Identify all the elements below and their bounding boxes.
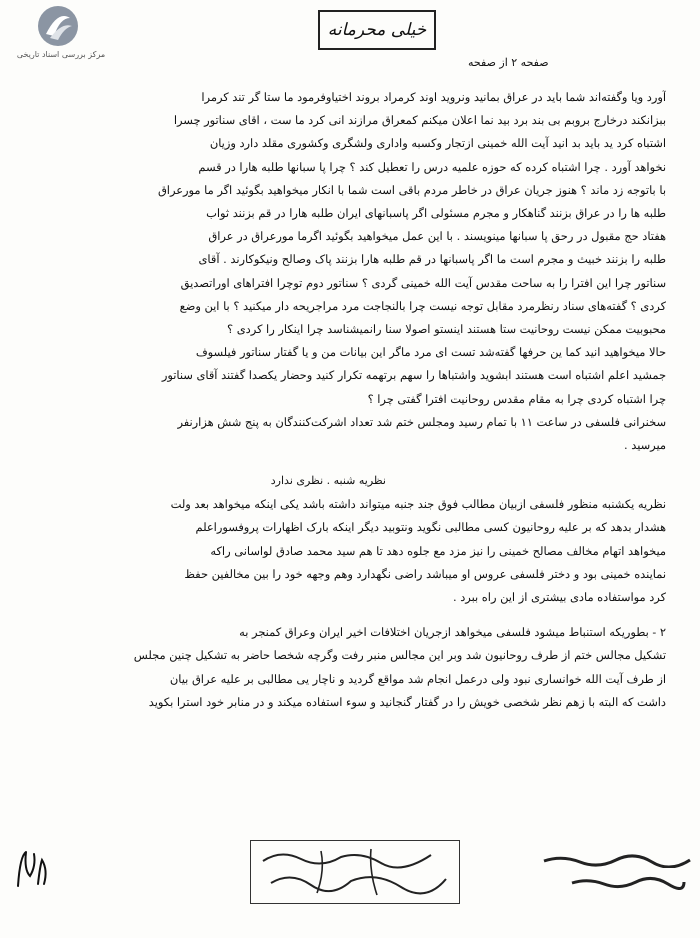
body-line: سخنرانی فلسفی در ساعت ۱۱ با تمام رسید ومجلس ختم شد تعداد اشرکت‌کنندگان به پنج شش هزارنفر <box>177 414 666 429</box>
document-body <box>30 86 666 714</box>
body-line: جمشید اعلم اشتباه است هستند ابشوید واشتباها را سهم برتهمه تکرار کنید وحضار یکصدا گفتند آقای سناتور <box>161 368 666 383</box>
handwritten-note <box>14 846 52 890</box>
body-line: طلبه را بزنند خبیث و مجرم است ما اگر پاسبانها در قم طلبه هارا بزنند پاک وصالح ونیکوکارند . آقای <box>198 252 666 267</box>
classification-stamp: خیلی محرمانه <box>318 10 436 50</box>
section-line: ۲ - بطوریکه استنباط میشود فلسفی میخواهد ازجریان اختلافات اخیر ایران وعراق کمنجر به <box>239 625 666 640</box>
section-line: تشکیل مجالس ختم از طرف روحانیون شد وبر این مجالس منبر رفت وگرچه شخصا حاضر به تشکیل چنین مجلس <box>133 648 666 663</box>
body-line: کردی ؟ گفته‌های سناد رنظرمرد مقابل توجه نیست چرا بالنجاجت مرد مراجریحه دار میکنید ؟ با این وضع <box>179 298 666 313</box>
body-line: چرا اشتباه کردی چرا به مقام مقدس روحانیت افترا گفتی چرا ؟ <box>367 391 666 406</box>
body-line: هفتاد حج مقبول در رحق پا سبانها مینویسند . با این عمل میخواهید بگوئید اگرما مورعراق در عراق <box>208 229 666 244</box>
stamp-signature-icon <box>251 841 458 902</box>
section-line: هشدار بدهد که بر علیه روحانیون کسی مطالبی نگوید ونتوبید دیگر اینکه بارک اظهارات پروفسوراعلم <box>195 520 666 535</box>
section-line: نماینده خمینی بود و دختر فلسفی عروس او میباشد راضی نگهدارد وهم وجهه خود را بین مخالفین حفظ <box>184 566 666 581</box>
body-line: طلبه ها را در عراق بزنند گناهکار و مجرم مسئولی اگر پاسبانهای ایران طلبه هارا در قم بزنند ثواب <box>206 206 666 221</box>
office-stamp <box>250 840 460 904</box>
archive-emblem-icon <box>36 4 80 48</box>
body-line: اشتباه کرد ید باید بد انید آیت الله خمینی ازتجار وکسبه واداری ولشگری وکشوری مقلد دارد وزیان <box>209 136 666 151</box>
section-line: کرد مواستفاده مادی بیشتری از این راه ببرد . <box>452 590 666 605</box>
body-line: محبوبیت ممکن نیست روحانیت ستا هستند اینستو اصولا سنا رانمیشناسد چرا اینکار را کردی ؟ <box>227 322 666 337</box>
section-title: نظریه شنبه . نظری ندارد <box>270 474 386 488</box>
section-line: میخواهد اتهام مخالف مصالح خمینی را نیز مزد مع جلوه دهد تا هم سید محمد صادق لواسانی راکه <box>210 543 666 558</box>
body-line: حالا میخواهید انید کما ین حرفها گفته‌شد تست ای مرد ماگر این بیانات من و یا گفتار سناتور فیلسوف <box>195 345 666 360</box>
section-line: داشت که البته با زهم نظر شخصی خویش را در گفتار گنجانید و سوء استفاده میکند و در منابر خود استرا بکوید <box>148 694 666 709</box>
classification-mark-icon <box>570 876 686 890</box>
body-line: نخواهد آورد . چرا اشتباه کرده که حوزه علمیه درس را تعطیل کند ؟ چرا پا سبانها طلبه هارا در قسم <box>198 159 666 174</box>
section-line: از طرف آیت الله خوانساری نبود ولی درعمل انجام شد مواقع گردید و ناچار یی مطالبی بر علیه عراق بیان <box>169 671 666 686</box>
logo-caption: مرکز بررسی اسناد تاریخی <box>16 50 106 59</box>
body-line: ببزانکند درخارج بروبم بی بند برد بید نما اعلان میکنم کمعراق مرازند انی کرد ما ست ، اقای سناتور چسرا <box>173 113 666 128</box>
body-line: سناتور چرا این افترا را به ساحت مقدس آیت الله خمینی گردی ؟ سناتور دوم توچرا افتراهای اوراتصدیق <box>180 275 666 290</box>
body-line: آورد ویا وگفته‌اند شما باید در عراق بمانید ونروید اوند کرمراد بروند اختیاوفرمود ما ستا گر تند کرمرا <box>201 90 666 104</box>
body-line: با باتوجه زد ماند ؟ هنوز جریان عراق در خاطر مردم باقی است شما با انکار میخواهید بگوئید اگر ما مورعراق <box>157 182 666 197</box>
classification-mark-icon <box>542 854 692 868</box>
page-number: صفحه ۲ از صفحه <box>468 56 549 69</box>
section-line: نظریه یکشنبه منظور فلسفی ازبیان مطالب فوق جند جنبه میتواند داشته باشد یکی اینکه میخواهد بعد ولت <box>170 497 666 512</box>
body-line: میرسید . <box>623 438 666 453</box>
archive-logo <box>6 4 116 76</box>
